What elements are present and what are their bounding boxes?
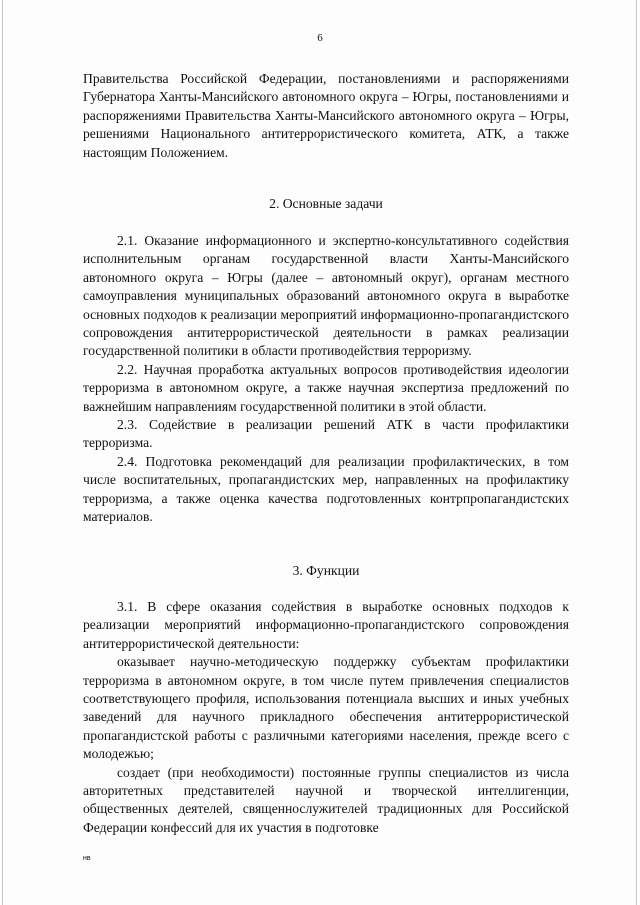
section-3-heading-block [83,562,569,580]
paragraph-3-1: 3.1. В сфере оказания содействия в выработке основных подходов к реализации мероприятий информационно-пропагандистского сопровождения антитеррористической деятельности: [83,599,569,651]
paragraph-3-1-item-2: создает (при необходимости) постоянные группы специалистов из числа авторитетных представителей научной и творческой интеллигенции, общественных деятелей, священнослужителей традиционных для Российской Федерации конфессий для их участия в подготовке [83,764,569,835]
footer-mark: нв [83,855,91,862]
paragraph-2-3: 2.3. Содействие в реализации решений АТК в части профилактики терроризма. [83,417,569,451]
section-2-heading: 2. Основные задачи [269,196,383,211]
section-3-body [83,598,569,837]
section-2-heading-block [83,195,569,213]
paragraph-2-1: 2.1. Оказание информационного и экспертно-консультативного содействия исполнительным органам государственной власти Ханты-Мансийского автономного округа – Югры (далее – автономный округ), органам местного самоуправления муниципальных образований автономного округа в выработке основных подходов к реализации мероприятий информационно-пропагандистского сопровождения антитеррористической деятельности в рамках реализации государственной политики в области противодействия терроризму. [83,233,569,359]
page-number: 6 [317,32,323,44]
intro-paragraph: Правительства Российской Федерации, постановлениями и распоряжениями Губернатора Ханты-Мансийского автономного округа – Югры, постановлениями и распоряжениями Правительства Ханты-Мансийского автономного округа – Югры, решениями Национального антитеррористического комитета, АТК, а также настоящим Положением. [83,71,569,160]
paragraph-2-2: 2.2. Научная проработка актуальных вопросов противодействия идеологии терроризма в автономном округе, а также научная экспертиза предложений по важнейшим направлениям государственной политики в этой области. [83,361,569,414]
section-3-heading: 3. Функции [292,563,360,578]
intro-block [83,70,569,162]
paragraph-2-4: 2.4. Подготовка рекомендаций для реализации профилактических, в том числе воспитательных, пропагандистских мер, направленных на профилактику терроризма, а также оценка качества подготовленных контрпропагандистских материалов. [83,453,569,525]
left-page-edge [2,0,3,905]
paragraph-3-1-item-1: оказывает научно-методическую поддержку субъектам профилактики терроризма в автономном округе, в том числе путем привлечения специалистов соответствующего профиля, использования потенциала высших и иных учебных заведений для научного прикладного обеспечения антитеррористической пропагандистской работы с различными категориями населения, прежде всего с молодежью; [83,654,569,762]
section-2-body [83,232,569,527]
right-page-edge [636,0,637,905]
